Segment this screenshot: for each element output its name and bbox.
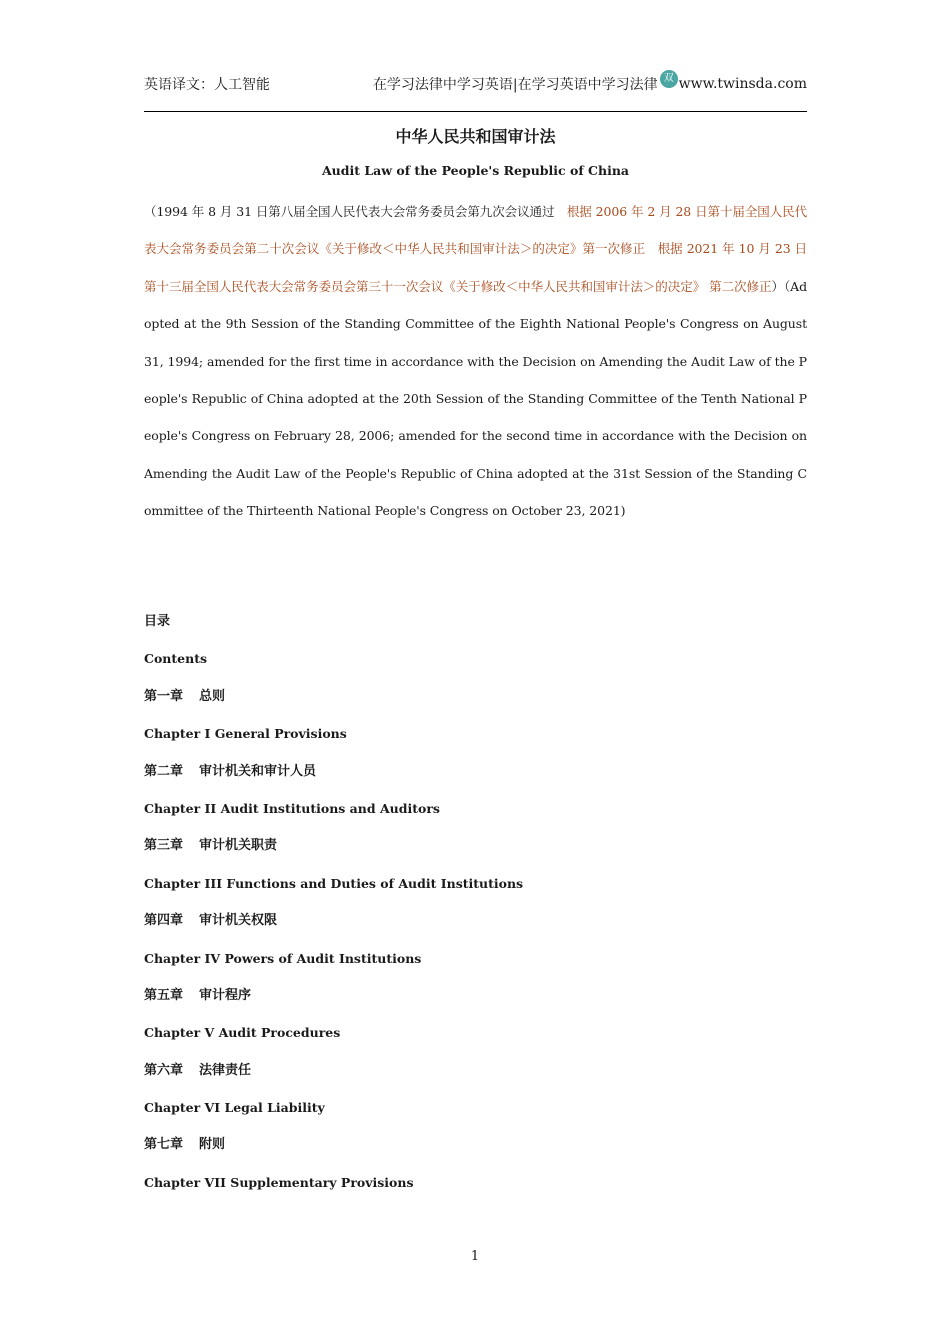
chapter-number: 第一章 <box>144 688 184 704</box>
chapter-title: 法律责任 <box>199 1062 252 1078</box>
table-of-contents <box>144 603 807 1201</box>
document-title: 中华人民共和国审计法 <box>395 127 556 146</box>
toc-chapter-6-en[interactable]: Chapter VI Legal Liability <box>144 1100 325 1116</box>
document-subtitle: Audit Law of the People's Republic of China <box>321 163 630 178</box>
toc-heading-zh: 目录 <box>144 614 171 629</box>
header-divider <box>144 111 807 112</box>
toc-chapter-1-en[interactable]: Chapter I General Provisions <box>144 726 347 742</box>
preamble-amendment-2: 根据 2021 年 10 月 23 日第十三届全国人民代表大会常务委员会第三十一次会议《关于修改＜中华人民共和国审计法＞的决定》 第二次修正 <box>144 241 807 294</box>
header-slogan: 在学习法律中学习英语|在学习英语中学习法律 <box>372 77 658 93</box>
toc-chapter-4-en[interactable]: Chapter IV Powers of Audit Institutions <box>144 950 422 966</box>
chapter-number: 第七章 <box>144 1137 184 1153</box>
toc-chapter-7-en[interactable]: Chapter VII Supplementary Provisions <box>144 1174 414 1190</box>
chapter-title: 审计机关职责 <box>199 838 278 854</box>
toc-chapter-5-zh[interactable] <box>144 977 807 1014</box>
toc-chapter-2-zh[interactable] <box>144 753 807 790</box>
chapter-title: 附则 <box>199 1137 226 1153</box>
preamble-english: （Adopted at the 9th Session of the Standing Committee of the Eighth National People's Congress on August 31, 1994; amended for the first time in accordance with the Decision on Amending the Audit Law of the People's Republic of China adopted at the 20th Session of the Standing Committee of the Tenth National People's Congress on February 28, 2006; amended for the second time in accordance with the Decision on Amending the Audit Law of the People's Republic of China adopted at the 31st Session of the Standing Committee of the Thirteenth National People's Congress on October 23, 2021) <box>144 278 808 519</box>
chapter-number: 第三章 <box>144 838 184 854</box>
chapter-number: 第五章 <box>144 987 184 1003</box>
chapter-title: 审计机关和审计人员 <box>199 763 317 779</box>
toc-chapter-1-zh[interactable] <box>144 678 807 715</box>
page-number: 1 <box>470 1249 480 1264</box>
header-left-text: 英语译文：人工智能 <box>144 77 270 93</box>
chapter-title: 审计机关权限 <box>199 913 278 929</box>
header-site-link[interactable]: www.twinsda.com <box>678 76 807 92</box>
chapter-title: 总则 <box>199 688 226 704</box>
preamble-close-paren: ） <box>771 278 784 294</box>
toc-heading-en: Contents <box>144 651 208 667</box>
chapter-number: 第四章 <box>144 913 184 929</box>
toc-chapter-5-en[interactable]: Chapter V Audit Procedures <box>144 1025 341 1041</box>
twinsda-logo-icon: 双 <box>660 70 678 88</box>
header-right <box>373 74 807 94</box>
toc-chapter-2-en[interactable]: Chapter II Audit Institutions and Auditors <box>144 800 440 816</box>
page-header <box>144 70 807 96</box>
preamble-adopted-zh: （1994 年 8 月 31 日第八届全国人民代表大会常务委员会第九次会议通过 <box>144 204 567 219</box>
chapter-number: 第二章 <box>144 763 184 779</box>
chapter-number: 第六章 <box>144 1062 184 1078</box>
toc-chapter-3-en[interactable]: Chapter III Functions and Duties of Audit Institutions <box>144 875 524 891</box>
preamble-paragraph <box>144 193 807 530</box>
toc-chapter-4-zh[interactable] <box>144 902 807 939</box>
toc-chapter-6-zh[interactable] <box>144 1052 807 1089</box>
toc-chapter-3-zh[interactable] <box>144 827 807 864</box>
chapter-title: 审计程序 <box>199 987 252 1003</box>
toc-chapter-7-zh[interactable] <box>144 1126 807 1163</box>
preamble-amendment-1: 根据 2006 年 2 月 28 日第十届全国人民代表大会常务委员会第二十次会议《关于修改＜中华人民共和国审计法＞的决定》第一次修正 <box>144 204 807 257</box>
